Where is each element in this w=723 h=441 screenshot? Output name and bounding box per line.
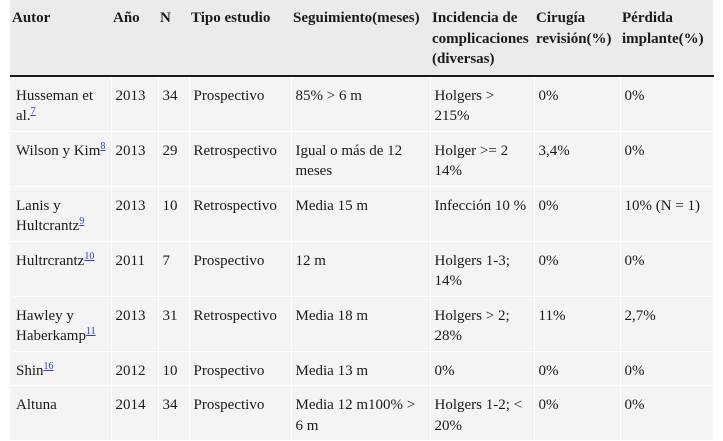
header-cirugia-line1: Cirugía [536,10,586,26]
header-perdida-line1: Pérdida [622,10,673,26]
cell-n: 10 [158,186,189,241]
cell-autor [10,131,111,186]
cell-n: 7 [158,241,189,296]
cell-tipo: Retrospectivo [189,296,291,351]
reference-link[interactable]: 8 [100,140,106,152]
author-name: Hawley y Haberkamp [16,307,86,344]
cell-seguimiento: 85% > 6 m [291,76,430,132]
reference-link[interactable]: 7 [30,106,36,117]
cell-seguimiento: Media 15 m [291,186,430,241]
cell-cirugia: 0% [534,76,620,132]
cell-seguimiento: Media 18 m [291,296,430,351]
table-row [10,351,713,386]
author-name: Wilson y Kim [16,142,101,159]
cell-cirugia: 0% [534,351,620,386]
cell-cirugia: 0% [534,186,620,241]
cell-perdida: 0% [620,241,713,296]
cell-anio: 2013 [111,76,158,132]
author-name: Shin [16,362,44,379]
header-incidencia-line1: Incidencia de [432,10,518,26]
cell-seguimiento: Media 13 m [291,351,430,386]
header-row [10,0,713,76]
cell-incidencia: Holgers > 2; 28% [430,296,534,351]
header-perdida-line2: implante(%) [622,30,704,47]
reference-link[interactable]: 10 [84,250,95,262]
cell-autor [10,296,111,351]
header-incidencia-line3: (diversas) [432,51,495,67]
header-incidencia-line2: complicaciones [432,30,529,47]
cell-anio: 2013 [111,296,158,351]
table-row [10,386,713,441]
cell-seguimiento: Igual o más de 12 meses [291,131,430,186]
cell-incidencia: Infección 10 % [430,186,534,241]
header-cirugia-line2: revisión(%) [536,30,612,47]
header-n: N [158,0,189,76]
cell-anio: 2011 [111,241,158,296]
cell-tipo: Prospectivo [189,76,291,132]
cell-tipo: Prospectivo [189,241,291,296]
cell-tipo: Prospectivo [189,386,291,441]
cell-incidencia: Holger >= 2 14% [430,131,534,186]
cell-n: 29 [158,131,189,186]
cell-perdida: 0% [620,76,713,132]
cell-anio: 2013 [111,131,158,186]
cell-incidencia: 0% [430,351,534,386]
cell-seguimiento: Media 12 m100% > 6 m [291,386,430,441]
cell-incidencia: Holgers 1-3; 14% [430,241,534,296]
cell-autor [10,76,111,132]
cell-tipo: Retrospectivo [189,186,291,241]
cell-seguimiento: 12 m [291,241,430,296]
author-name: Lanis y Hultcrantz [16,197,80,234]
header-perdida [620,0,713,76]
cell-autor [10,351,111,386]
header-incidencia [430,0,534,76]
table-row [10,296,713,351]
cell-n: 31 [158,296,189,351]
cell-perdida: 0% [620,386,713,441]
cell-tipo: Prospectivo [189,351,291,386]
cell-incidencia: Holgers > 215% [430,76,534,132]
cell-incidencia: Holgers 1-2; < 20% [430,386,534,441]
header-cirugia [534,0,620,76]
cell-autor [10,241,111,296]
header-tipo-estudio: Tipo estudio [189,0,291,76]
reference-link[interactable]: 16 [43,360,54,372]
cell-cirugia: 11% [534,296,620,351]
cell-cirugia: 3,4% [534,131,620,186]
cell-perdida: 10% (N = 1) [620,186,713,241]
header-autor: Autor [10,0,111,76]
author-name: Altuna [16,397,57,413]
results-table-container [10,0,713,441]
table-row [10,131,713,186]
cell-autor [10,386,111,441]
table-row [10,241,713,296]
header-anio: Año [111,0,158,76]
cell-n: 34 [158,76,189,132]
cell-anio: 2012 [111,351,158,386]
header-seguimiento: Seguimiento(meses) [291,0,430,76]
cell-perdida: 0% [620,351,713,386]
cell-tipo: Retrospectivo [189,131,291,186]
cell-autor [10,186,111,241]
cell-anio: 2013 [111,186,158,241]
cell-cirugia: 0% [534,241,620,296]
author-name: Husseman et al. [16,87,94,124]
author-name: Hultrcrantz [16,252,85,269]
cell-n: 10 [158,351,189,386]
cell-perdida: 0% [620,131,713,186]
reference-link[interactable]: 11 [85,326,96,337]
cell-perdida: 2,7% [620,296,713,351]
table-row [10,186,713,241]
cell-anio: 2014 [111,386,158,441]
table-row [10,76,713,132]
results-table [10,0,714,441]
cell-cirugia: 0% [534,386,620,441]
reference-link[interactable]: 9 [79,216,85,227]
cell-n: 34 [158,386,189,441]
